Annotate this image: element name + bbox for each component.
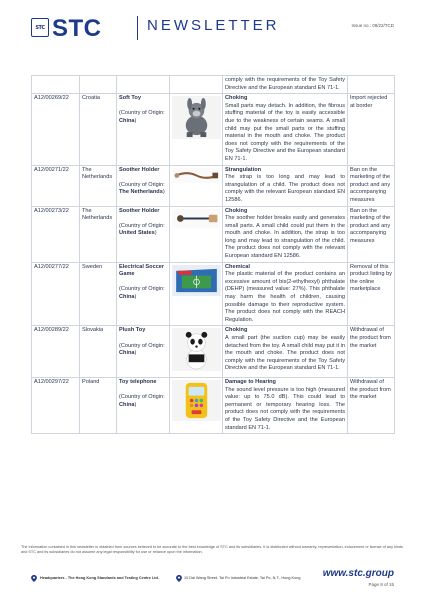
product-image bbox=[170, 165, 223, 206]
product-name: Plush Toy bbox=[119, 327, 146, 334]
table-row bbox=[32, 262, 395, 326]
measure-taken: Withdrawal of the product from the market bbox=[348, 326, 395, 378]
measure-taken: Import rejected at border bbox=[348, 94, 395, 165]
section-title: NEWSLETTER bbox=[147, 17, 280, 34]
issue-number: Issue no.: 09/22/TCD bbox=[351, 23, 394, 28]
risk-type: Damage to Hearing bbox=[225, 379, 276, 385]
product-name: Soother Holder bbox=[119, 166, 160, 173]
product-name: Toy telephone bbox=[119, 379, 157, 385]
risk-description: A small part (the suction cup) may be easily detached from the toy. A small child may put it in the mouth and choke. The product does not comply with the requirements of the Toy Safety Directive and the European standard EN 71-1. bbox=[225, 335, 345, 372]
product-image bbox=[170, 326, 223, 378]
address-text: 10 Dai Wang Street, Tai Po Industrial Estate, Tai Po, N.T., Hong Kong bbox=[184, 576, 301, 580]
product-cell: Soother Holder (Country of Origin: The Netherlands) bbox=[117, 165, 170, 206]
product-cell: Toy telephone (Country of Origin: China) bbox=[117, 378, 170, 434]
origin-label: (Country of Origin: bbox=[119, 342, 165, 349]
measure-taken: Removal of this product listing by the online marketplace bbox=[348, 262, 395, 326]
reference-number: A12/00271/22 bbox=[32, 165, 80, 206]
product-image bbox=[170, 378, 223, 434]
origin-country: China bbox=[119, 401, 135, 408]
product-cell: Plush Toy (Country of Origin: China) bbox=[117, 326, 170, 378]
risk-description: Small parts may detach. In addition, the fibrous stuffing material of the toy is easily accessible due to the weakness of certain seams. A small child may put the small parts or the stuffing material in the mouth and choke. The product does not comply with the requirements of the Toy Safety Directive and the European standard EN 71-1. bbox=[225, 102, 345, 162]
origin-country: China bbox=[119, 350, 135, 357]
product-image bbox=[170, 94, 223, 165]
reference-number: A12/00277/22 bbox=[32, 262, 80, 326]
risk-type: Chemical bbox=[225, 263, 250, 270]
table-row bbox=[32, 206, 395, 262]
origin-country: United States bbox=[119, 230, 155, 237]
origin-label: (Country of Origin: bbox=[119, 286, 165, 293]
logo-text: STC bbox=[52, 15, 102, 42]
table-row bbox=[32, 326, 395, 378]
hq-label: Headquarters bbox=[40, 576, 65, 580]
stc-logo-icon bbox=[31, 18, 49, 37]
product-image bbox=[170, 262, 223, 326]
address-pin-icon bbox=[176, 575, 182, 582]
risk-description: The soother holder breaks easily and generates small parts. A small child could put them in the mouth and choke. In addition, the strap is too long and may lead to strangulation of the child. The product does not comply with the relevant European standard EN 12586. bbox=[225, 215, 345, 260]
hq-company: - The Hong Kong Standards and Testing Centre Ltd. bbox=[64, 576, 159, 580]
notifying-country: Slovakia bbox=[80, 326, 117, 378]
risk-type: Choking bbox=[225, 95, 248, 102]
table-row bbox=[32, 165, 395, 206]
notifying-country: The Netherlands bbox=[80, 165, 117, 206]
recall-table bbox=[31, 75, 395, 434]
product-name: Soft Toy bbox=[119, 95, 141, 102]
page-header bbox=[0, 0, 425, 58]
logo-mark-text: STC bbox=[35, 24, 45, 31]
origin-country: China bbox=[119, 294, 135, 301]
product-cell: Soother Holder (Country of Origin: United States) bbox=[117, 206, 170, 262]
reference-number: A12/00269/22 bbox=[32, 94, 80, 165]
notifying-country: Sweden bbox=[80, 262, 117, 326]
risk-description: The strap is too long and may lead to strangulation of a child. The product does not comply with the relevant European standard EN 12586. bbox=[225, 174, 345, 203]
page-number: Page 8 of 15 bbox=[368, 582, 394, 587]
measure-taken: Ban on the marketing of the product and any accompanying measures bbox=[348, 206, 395, 262]
risk-description: The sound level pressure is too high (measured value: up to 75.0 dB). This could lead to permanent or temporary hearing loss. The product does not comply with the requirements of the Toy Safety Directive and the European standard EN 71-1. bbox=[225, 386, 345, 431]
product-cell: Electrical Soccer Game (Country of Origin: China) bbox=[117, 262, 170, 326]
table-row bbox=[32, 94, 395, 165]
table-row-continuation bbox=[32, 76, 395, 94]
origin-country: The Netherlands bbox=[119, 189, 163, 196]
risk-cell bbox=[223, 326, 348, 378]
header-divider bbox=[137, 16, 138, 40]
risk-type: Strangulation bbox=[225, 166, 262, 173]
product-cell: Soft Toy (Country of Origin: China) bbox=[117, 94, 170, 165]
origin-label: (Country of Origin: bbox=[119, 222, 165, 229]
notifying-country: Croatia bbox=[80, 94, 117, 165]
measure-taken: Withdrawal of the product from the market bbox=[348, 378, 395, 434]
product-name: Soother Holder bbox=[119, 207, 160, 214]
origin-label: (Country of Origin: bbox=[119, 181, 165, 188]
notifying-country: Poland bbox=[80, 378, 117, 434]
measure-taken: Ban on the marketing of the product and any accompanying measures bbox=[348, 165, 395, 206]
reference-number: A12/00297/22 bbox=[32, 378, 80, 434]
product-name: Electrical Soccer Game bbox=[119, 263, 165, 278]
website-link[interactable]: www.stc.group bbox=[322, 568, 394, 579]
risk-cell bbox=[223, 262, 348, 326]
risk-cell bbox=[223, 206, 348, 262]
origin-label: (Country of Origin: bbox=[119, 110, 165, 117]
headquarters-text bbox=[40, 576, 159, 580]
disclaimer-text: The information contained in this newsletter is obtained from sources believed to be accurate to the best knowledge of STC and its subsidiaries. It is distributed without warranty, representation, inducement or license of any kinds and STC and its subsidiaries do not assume any legal responsibility for use or reliance upon the information. bbox=[21, 545, 403, 555]
risk-type: Choking bbox=[225, 207, 248, 214]
risk-type: Choking bbox=[225, 327, 248, 334]
location-pin-icon bbox=[31, 575, 37, 582]
risk-description: comply with the requirements of the Toy Safety Directive and the European standard EN 71-1. bbox=[223, 76, 348, 94]
risk-cell bbox=[223, 94, 348, 165]
origin-label: (Country of Origin: bbox=[119, 394, 165, 401]
origin-country: China bbox=[119, 117, 135, 124]
table-row bbox=[32, 378, 395, 434]
risk-cell bbox=[223, 165, 348, 206]
reference-number: A12/00289/22 bbox=[32, 326, 80, 378]
reference-number: A12/00273/22 bbox=[32, 206, 80, 262]
risk-cell bbox=[223, 378, 348, 434]
product-image bbox=[170, 206, 223, 262]
risk-description: The plastic material of the product contains an excessive amount of bis(2-ethylhexyl) phthalate (DEHP) (measured value: 27%). This phthalate may harm the health of children, causing possible damage to their reproductive system. The product does not comply with the REACH Regulation. bbox=[225, 271, 345, 323]
notifying-country: The Netherlands bbox=[80, 206, 117, 262]
